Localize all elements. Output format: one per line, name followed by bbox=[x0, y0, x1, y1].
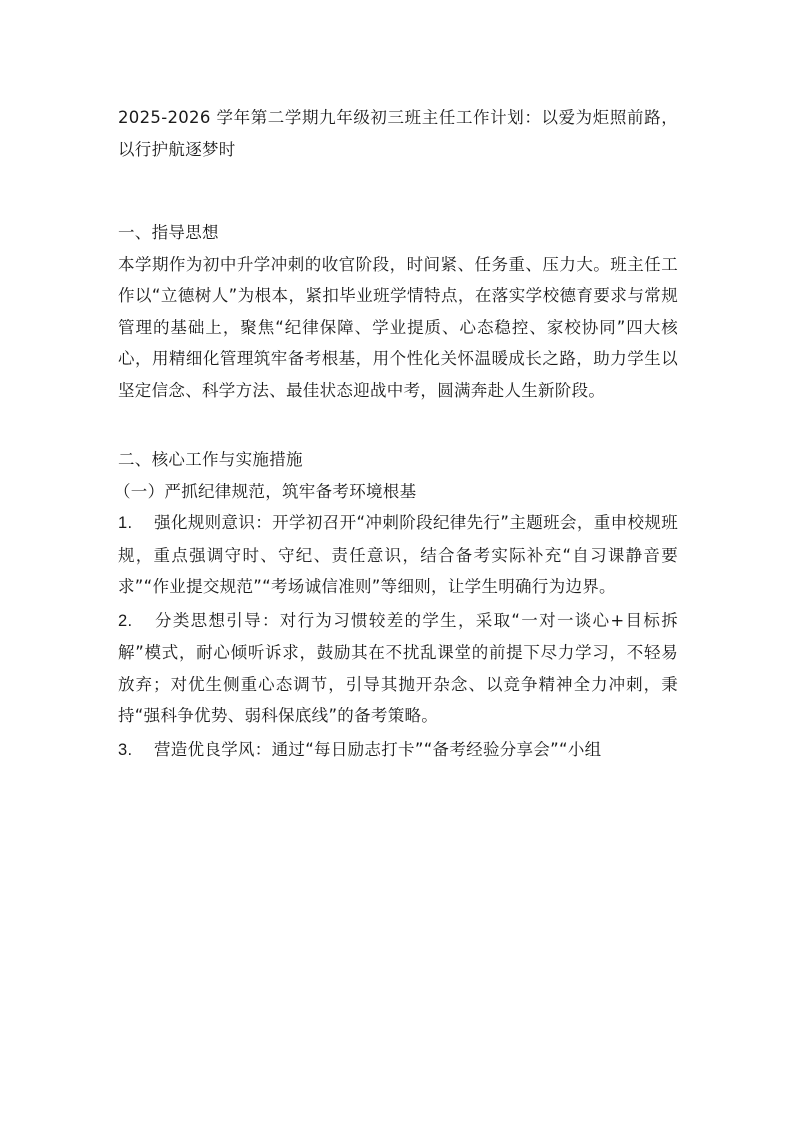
list-item-text: 分类思想引导：对行为习惯较差的学生，采取“一对一谈心+目标拆解”模式，耐心倾听诉求，鼓励其在不扰乱课堂的前提下尽力学习，不轻易放弃；对优生侧重心态调节，引导其抛开杂念、以竞争精神全力冲刺，秉持“强科争优势、弱科保底线”的备考策略。 bbox=[118, 610, 678, 725]
list-item-text: 强化规则意识：开学初召开“冲刺阶段纪律先行”主题班会，重申校规班规，重点强调守时、守纪、责任意识，结合备考实际补充“自习课静音要求”“作业提交规范”“考场诚信准则”等细则，让学生明确行为边界。 bbox=[118, 513, 678, 596]
section-2-subheading: （一）严抓纪律规范，筑牢备考环境根基 bbox=[114, 481, 417, 501]
list-item bbox=[118, 734, 678, 767]
list-item-number: 3. bbox=[118, 740, 133, 759]
document-title: 2025-2026 学年第二学期九年级初三班主任工作计划：以爱为炬照前路，以行护航逐梦时 bbox=[118, 108, 678, 159]
list-item-number: 1. bbox=[118, 514, 133, 532]
section-2-heading: 二、核心工作与实施措施 bbox=[118, 450, 303, 469]
list-item-text: 营造优良学风：通过“每日励志打卡”“备考经验分享会”“小组 bbox=[154, 739, 602, 759]
list-item bbox=[118, 507, 678, 603]
list-item bbox=[118, 605, 678, 732]
list-item-number: 2. bbox=[118, 611, 133, 630]
section-1-heading: 一、指导思想 bbox=[118, 223, 219, 242]
section-1-body: 本学期作为初中升学冲刺的收官阶段，时间紧、任务重、压力大。班主任工作以“立德树人”为根本，紧扣毕业班学情特点，在落实学校德育要求与常规管理的基础上，聚焦“纪律保障、学业提质、心态稳控、家校协同”四大核心，用精细化管理筑牢备考根基，用个性化关怀温暖成长之路，助力学生以坚定信念、科学方法、最佳状态迎战中考，圆满奔赴人生新阶段。 bbox=[118, 254, 678, 400]
document-content bbox=[114, 102, 678, 768]
